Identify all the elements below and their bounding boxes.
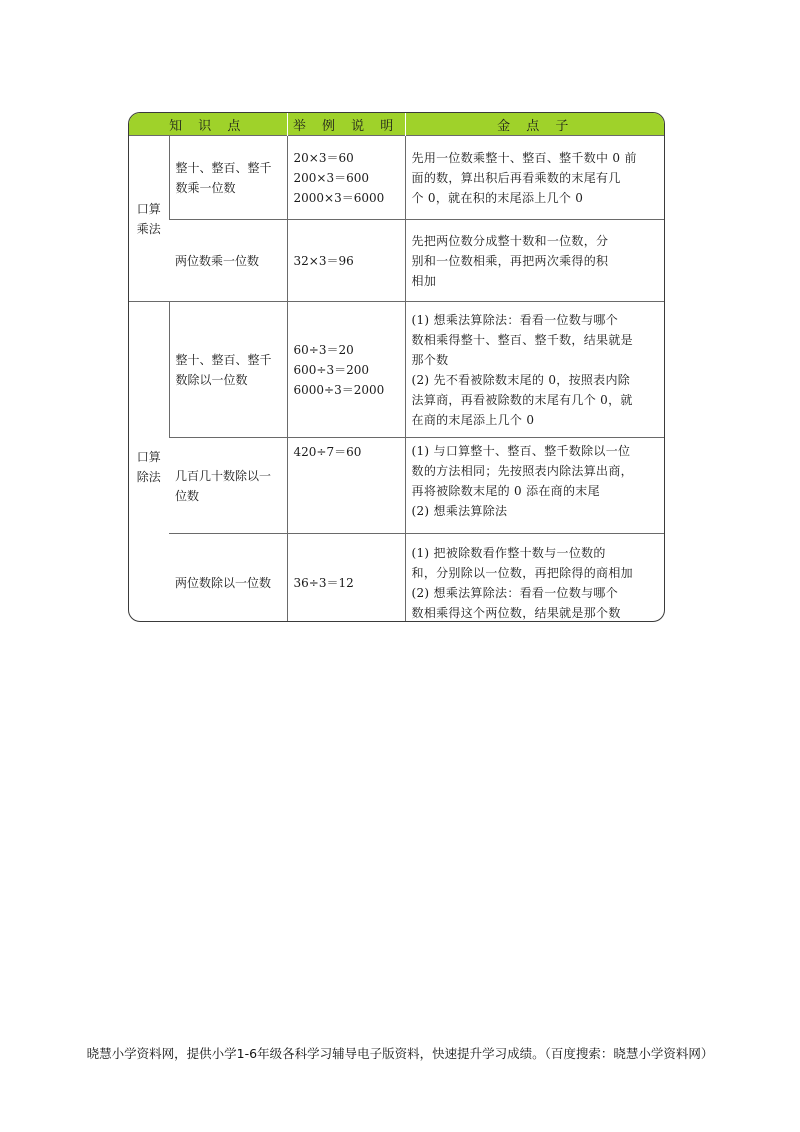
knowledge-table-frame bbox=[128, 112, 665, 622]
tip-cell bbox=[405, 302, 665, 438]
tip-line: 别和一位数相乘，再把两次乘得的积 bbox=[411, 253, 609, 268]
tip-line: 在商的末尾添上几个 0 bbox=[411, 412, 535, 427]
category-cell bbox=[129, 136, 169, 302]
example-line: 6000÷3＝2000 bbox=[293, 382, 385, 397]
tip-cell bbox=[405, 220, 665, 302]
category-label-line: 口算 bbox=[136, 201, 161, 216]
tip-line: 数的方法相同；先按照表内除法算出商， bbox=[411, 464, 633, 478]
example-line: 20×3＝60 bbox=[293, 150, 354, 165]
table-row bbox=[129, 136, 665, 220]
table-row bbox=[129, 302, 665, 438]
example-line: 200×3＝600 bbox=[293, 170, 370, 185]
tip-cell bbox=[405, 136, 665, 220]
tip-line: (2) 先不看被除数末尾的 0，按照表内除 bbox=[411, 372, 631, 387]
header-example: 举 例 说 明 bbox=[287, 113, 405, 136]
category-label-line: 乘法 bbox=[136, 221, 161, 236]
example-cell bbox=[287, 220, 405, 302]
table-header-row bbox=[129, 113, 665, 136]
tip-line: (1) 把被除数看作整十数与一位数的 bbox=[411, 545, 606, 560]
tip-line: (1) 与口算整十、整百、整千数除以一位 bbox=[411, 444, 631, 458]
category-label-line: 除法 bbox=[136, 469, 161, 484]
table-row bbox=[129, 220, 665, 302]
tip-line: (2) 想乘法算除法 bbox=[411, 504, 508, 518]
tip-line: 法算商，再看被除数的末尾有几个 0，就 bbox=[411, 392, 633, 407]
tip-line: 相加 bbox=[411, 273, 437, 288]
tip-line: 面的数，算出积后再看乘数的末尾有几 bbox=[411, 170, 621, 185]
topic-cell: 几百几十数除以一位数 bbox=[169, 438, 287, 534]
tip-line: 再将被除数末尾的 0 添在商的末尾 bbox=[411, 484, 600, 498]
tip-cell bbox=[405, 534, 665, 623]
category-cell bbox=[129, 302, 169, 623]
table-row bbox=[129, 534, 665, 623]
example-line: 36÷3＝12 bbox=[293, 575, 354, 590]
knowledge-table bbox=[129, 113, 665, 622]
tip-line: 数相乘得整十、整百、整千数，结果就是 bbox=[411, 332, 633, 347]
topic-cell: 两位数乘一位数 bbox=[169, 220, 287, 302]
example-cell bbox=[287, 302, 405, 438]
tip-line: 先把两位数分成整十数和一位数，分 bbox=[411, 233, 609, 248]
table-row bbox=[129, 438, 665, 534]
example-line: 32×3＝96 bbox=[293, 253, 354, 268]
tip-line: 先用一位数乘整十、整百、整千数中 0 前 bbox=[411, 150, 637, 165]
example-line: 60÷3＝20 bbox=[293, 342, 354, 357]
topic-cell: 两位数除以一位数 bbox=[169, 534, 287, 623]
category-label-line: 口算 bbox=[136, 449, 161, 464]
example-cell bbox=[287, 438, 405, 534]
tip-cell bbox=[405, 438, 665, 534]
example-line: 600÷3＝200 bbox=[293, 362, 370, 377]
topic-cell: 整十、整百、整千数乘一位数 bbox=[169, 136, 287, 220]
footer-promo-text: 晓慧小学资料网，提供小学1-6年级各科学习辅导电子版资料，快速提升学习成绩。（百度搜索：晓慧小学资料网） bbox=[86, 1046, 714, 1061]
example-line: 2000×3＝6000 bbox=[293, 190, 385, 205]
example-cell bbox=[287, 534, 405, 623]
tip-line: (2) 想乘法算除法：看看一位数与哪个 bbox=[411, 585, 619, 600]
example-cell bbox=[287, 136, 405, 220]
tip-line: 个 0，就在积的末尾添上几个 0 bbox=[411, 190, 584, 205]
tip-line: 那个数 bbox=[411, 352, 449, 367]
example-line: 420÷7＝60 bbox=[293, 445, 362, 459]
tip-line: (1) 想乘法算除法：看看一位数与哪个 bbox=[411, 312, 619, 327]
topic-cell: 整十、整百、整千数除以一位数 bbox=[169, 302, 287, 438]
header-tips: 金 点 子 bbox=[405, 113, 665, 136]
tip-line: 和，分别除以一位数，再把除得的商相加 bbox=[411, 565, 633, 580]
header-knowledge-point: 知 识 点 bbox=[129, 113, 287, 136]
tip-line: 数相乘得这个两位数，结果就是那个数 bbox=[411, 605, 621, 620]
